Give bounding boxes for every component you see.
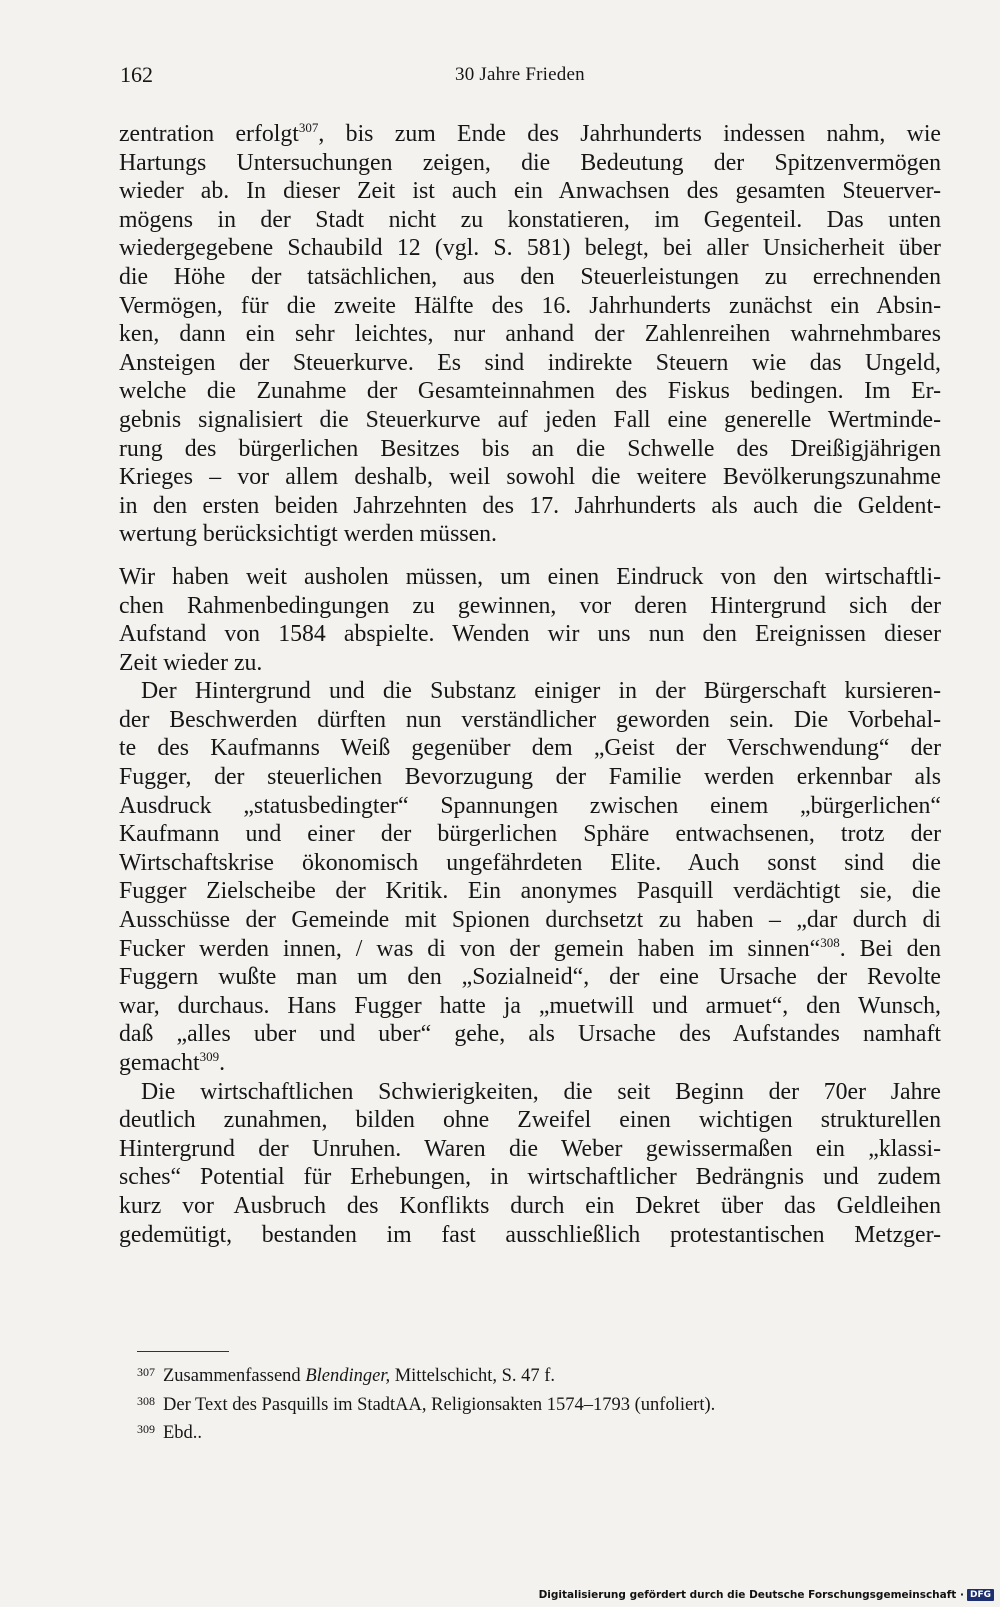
text-line [119, 406, 941, 435]
line-text: Aufstand von 1584 abspielte. Wenden wir uns nun den Ereignissen dieser [119, 621, 941, 648]
line-text: rung des bürgerlichen Besitzes bis an die Schwelle des Dreißigjährigen [119, 435, 941, 462]
text-line [119, 263, 941, 292]
footnote-marker: 308 [820, 934, 840, 950]
line-text: mögens in der Stadt nicht zu konstatieren, im Gegenteil. Das unten [119, 206, 941, 233]
line-text: Zeit wieder zu. [119, 649, 263, 676]
footnote-rule [137, 1351, 229, 1352]
text-line [119, 1135, 941, 1164]
text-line [119, 620, 941, 649]
text-line [119, 906, 941, 935]
line-text: sches“ Potential für Erhebungen, in wirtschaftlicher Bedrängnis und zudem [119, 1164, 941, 1191]
paragraph-gap [119, 549, 941, 563]
line-text: Ansteigen der Steuerkurve. Es sind indirekte Steuern wie das Ungeld, [119, 349, 941, 376]
text-line [119, 877, 941, 906]
line-text-continued: . Bei den [839, 935, 941, 962]
line-text: gebnis signalisiert die Steuerkurve auf jeden Fall eine generelle Wertminde- [119, 406, 941, 433]
footnote-marker: 309 [199, 1049, 220, 1064]
line-text: Fuggern wußte man um den „Sozialneid“, der eine Ursache der Revolte [119, 964, 941, 991]
line-text: Ausdruck „statusbedingter“ Spannungen zwischen einem „bürgerlichen“ [119, 792, 941, 819]
footnote-text: Ebd.. [163, 1423, 203, 1443]
text-line [119, 463, 941, 492]
footnote-number: 308 [137, 1393, 155, 1408]
line-text: deutlich zunahmen, bilden ohne Zweifel einen wichtigen strukturellen [119, 1107, 941, 1134]
text-line [119, 792, 941, 821]
text-line [119, 1106, 941, 1135]
line-text: war, durchaus. Hans Fugger hatte ja „muetwill und armuet“, den Wunsch, [119, 992, 941, 1019]
text-line [119, 292, 941, 321]
dfg-logo: DFG [967, 1589, 994, 1601]
text-line [119, 349, 941, 378]
line-text: chen Rahmenbedingungen zu gewinnen, vor deren Hintergrund sich der [119, 592, 941, 619]
line-text: Hintergrund der Unruhen. Waren die Weber gewissermaßen ein „klassi- [119, 1135, 941, 1162]
line-text: wieder ab. In dieser Zeit ist auch ein Anwachsen des gesamten Steuerver- [119, 178, 941, 205]
line-text: Fugger Zielscheibe der Kritik. Ein anonymes Pasquill verdächtigt sie, die [119, 878, 941, 905]
text-line [119, 377, 941, 406]
line-text: Der Hintergrund und die Substanz einiger in der Bürgerschaft kursieren- [141, 678, 941, 705]
line-text: wertung berücksichtigt werden müssen. [119, 521, 498, 548]
footnotes [137, 1360, 897, 1446]
footnote-author: Blendinger, [305, 1366, 391, 1386]
line-text-continued: , bis zum Ende des Jahrhunderts indessen nahm, wie [318, 121, 941, 147]
text-line [119, 763, 941, 792]
text-line [119, 706, 941, 735]
line-text: Vermögen, für die zweite Hälfte des 16. Jahrhunderts zunächst ein Absin- [119, 292, 941, 319]
line-text: te des Kaufmanns Weiß gegenüber dem „Geist der Verschwendung“ der [119, 735, 941, 762]
text-line [119, 963, 941, 992]
footnote-number: 309 [137, 1422, 155, 1436]
text-line [119, 1221, 941, 1250]
line-text: ken, dann ein sehr leichtes, nur anhand der Zahlenreihen wahrnehmbares [119, 321, 941, 348]
line-text: Wirtschaftskrise ökonomisch ungefährdeten Elite. Auch sonst sind die [119, 849, 941, 876]
text-line [119, 234, 941, 263]
footnote [137, 1417, 897, 1446]
line-text: gedemütigt, bestanden im fast ausschließlich protestantischen Metzger- [119, 1221, 941, 1248]
digitization-credit [539, 1587, 994, 1603]
line-text-continued: . [219, 1050, 226, 1076]
credit-text: Digitalisierung gefördert durch die Deutsche Forschungsgemeinschaft · [538, 1589, 964, 1601]
body-text [119, 120, 941, 1249]
text-line [119, 992, 941, 1021]
page-number: 162 [120, 62, 153, 87]
text-line [119, 492, 941, 521]
line-text: der Beschwerden dürften nun verständlicher geworden sein. Die Vorbehal- [119, 706, 941, 733]
footnote-marker: 307 [298, 120, 319, 135]
text-line [119, 820, 941, 849]
text-line [119, 649, 941, 678]
footnote [137, 1389, 897, 1418]
footnote-text: Zusammenfassend [163, 1366, 306, 1386]
footnote-text-continued: Mittelschicht, S. 47 f. [390, 1366, 556, 1386]
line-text: Ausschüsse der Gemeinde mit Spionen durchsetzt zu haben – „dar durch di [119, 907, 941, 934]
text-line [119, 563, 941, 592]
running-head: 30 Jahre Frieden [455, 64, 585, 85]
line-text: Wir haben weit ausholen müssen, um einen Eindruck von den wirtschaftli- [119, 563, 941, 590]
text-line [119, 1078, 941, 1107]
line-text: wiedergegebene Schaubild 12 (vgl. S. 581) belegt, bei aller Unsicherheit über [119, 235, 941, 262]
line-text: gemacht [119, 1050, 200, 1076]
line-text: Kaufmann und einer der bürgerlichen Sphäre entwachsenen, trotz der [119, 821, 941, 848]
text-line [119, 677, 941, 706]
line-text: Fucker werden innen, / was di von der gemein haben im sinnen“ [119, 935, 821, 962]
line-text: Krieges – vor allem deshalb, weil sowohl die weitere Bevölkerungszunahme [119, 464, 941, 491]
line-text: zentration erfolgt [119, 121, 299, 147]
text-line [119, 734, 941, 763]
line-text: in den ersten beiden Jahrzehnten des 17. Jahrhunderts als auch die Geldent- [119, 492, 941, 519]
footnote-number: 307 [137, 1365, 155, 1379]
text-line [119, 320, 941, 349]
text-line [119, 120, 941, 149]
line-text: kurz vor Ausbruch des Konflikts durch ein Dekret über das Geldleihen [119, 1192, 941, 1219]
text-line [119, 177, 941, 206]
line-text: Hartungs Untersuchungen zeigen, die Bedeutung der Spitzenvermögen [119, 149, 941, 176]
text-line [119, 149, 941, 178]
footnote [137, 1360, 897, 1389]
text-line [119, 520, 941, 549]
text-line [119, 592, 941, 621]
text-line [119, 1020, 941, 1049]
line-text: die Höhe der tatsächlichen, aus den Steuerleistungen zu errechnenden [119, 263, 941, 290]
text-line [119, 1049, 941, 1078]
line-text: welche die Zunahme der Gesamteinnahmen des Fiskus bedingen. Im Er- [119, 378, 941, 405]
line-text: Die wirtschaftlichen Schwierigkeiten, die seit Beginn der 70er Jahre [141, 1078, 941, 1105]
line-text: daß „alles uber und uber“ gehe, als Ursache des Aufstandes namhaft [119, 1021, 941, 1048]
text-line [119, 1163, 941, 1192]
line-text: Fugger, der steuerlichen Bevorzugung der Familie werden erkennbar als [119, 764, 941, 791]
footnote-text: Der Text des Pasquills im StadtAA, Religionsakten 1574–1793 (unfoliert). [163, 1394, 716, 1415]
text-line [119, 849, 941, 878]
text-line [119, 435, 941, 464]
text-line [119, 935, 941, 964]
page-header [120, 62, 940, 94]
text-line [119, 1192, 941, 1221]
text-line [119, 206, 941, 235]
